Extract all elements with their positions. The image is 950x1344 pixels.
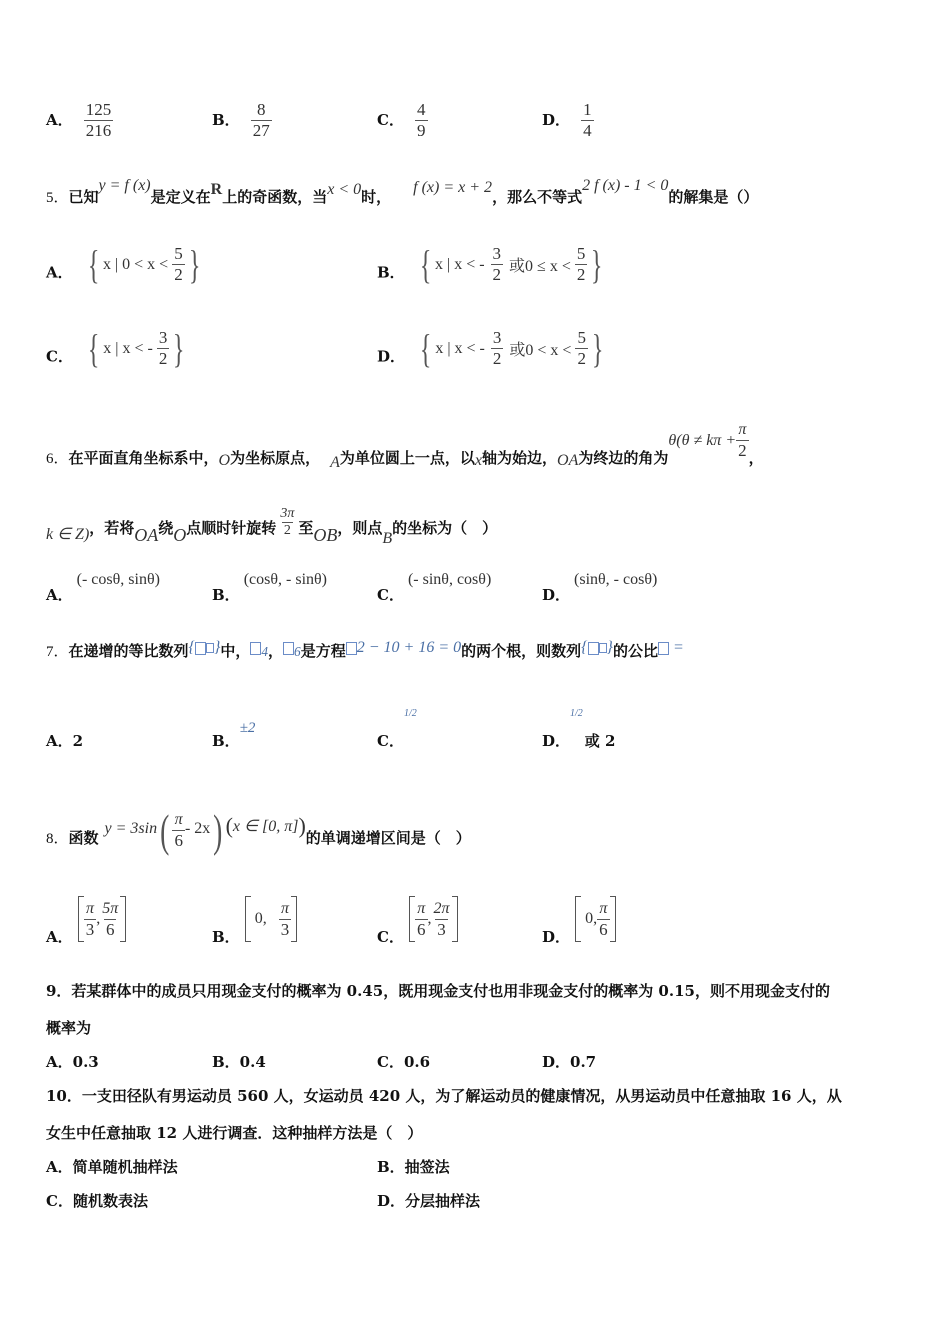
fraction: $\frac{1}{4}$: [583, 100, 592, 140]
q10-option-c[interactable]: C．随机数表法: [46, 1192, 148, 1210]
interval: $\frac{\pi}{6}$ , $\frac{2\pi}{3}$: [409, 896, 458, 942]
option-label: A．: [46, 111, 73, 129]
interval: 0, $\frac{\pi}{3}$: [245, 896, 298, 942]
option-label: D．: [377, 347, 406, 366]
q5-option-d[interactable]: [377, 325, 607, 371]
q6-option-a[interactable]: [46, 568, 160, 604]
option-expression: (- sinθ, cosθ): [407, 571, 492, 588]
option-label: A．: [46, 586, 73, 604]
q6-option-d[interactable]: [542, 568, 658, 604]
q5-stem: 5．已知y = f (x)是定义在R上的奇函数，当x < 0时，f (x) = x + 2，那么不等式2 f (x) - 1 < 0的解集是（）: [46, 177, 759, 206]
option-text: ±2: [239, 720, 256, 736]
q7-option-d[interactable]: [542, 700, 616, 750]
q10-stem-line1: 10．一支田径队有男运动员 560 人，女运动员 420 人，为了解运动员的健康情况，从男运动员中任意抽取 16 人，从: [46, 1087, 842, 1105]
q6-stem-line1: 6．在平面直角坐标系中，O为坐标原点， A为单位圆上一点，以x轴为始边，OA为终边的角为θ(θ ≠ kπ + $\frac{\pi}{2}$ ，: [46, 421, 764, 471]
q8-option-b[interactable]: [212, 896, 297, 947]
option-label: B．: [377, 263, 405, 282]
q5-option-a[interactable]: [46, 241, 204, 287]
q9-option-d[interactable]: D．0.7: [542, 1053, 597, 1071]
option-label: A．: [46, 732, 73, 750]
q8-option-d[interactable]: [542, 896, 616, 947]
q9-option-b[interactable]: B．0.4: [212, 1053, 266, 1071]
option-label: B．: [212, 586, 240, 604]
q10-option-d[interactable]: D．分层抽样法: [377, 1192, 481, 1210]
option-label: C．: [377, 928, 404, 946]
option-text: 或 2: [584, 732, 616, 750]
option-text: 2: [72, 732, 84, 750]
q7-option-c[interactable]: [377, 700, 417, 750]
q4-option-b[interactable]: [212, 100, 272, 141]
option-label: D．: [542, 586, 571, 604]
q9-stem-line2: 概率为: [46, 1019, 92, 1037]
q6-stem-line2: k ∈ Z)，若将OA绕O点顺时针旋转 $\frac{3\pi}{2}$ 至OB，则点B的坐标为（ ）: [46, 506, 498, 547]
q8-option-a[interactable]: [46, 896, 126, 947]
set-expression: { x | x < - $\frac{3}{2}$ }: [87, 325, 185, 371]
q10-option-b[interactable]: B．抽签法: [377, 1158, 450, 1176]
option-label: C．: [377, 111, 404, 129]
option-expression: (- cosθ, sinθ): [76, 571, 160, 588]
q8-option-c[interactable]: [377, 896, 458, 947]
fraction: $\frac{4}{9}$: [417, 100, 426, 140]
fraction: $\frac{125}{216}$: [85, 100, 112, 140]
option-label: C．: [377, 586, 404, 604]
interval: 0, $\frac{\pi}{6}$: [575, 896, 616, 942]
q5-option-c[interactable]: [46, 325, 189, 371]
set-expression: { x | x < - $\frac{3}{2}$ 或0 ≤ x < $\frac{5}{2}$ }: [419, 241, 603, 287]
option-label: C．: [377, 732, 404, 750]
set-expression: { x | 0 < x < $\frac{5}{2}$ }: [87, 241, 201, 287]
q8-stem: 8．函数y = 3sin( $\frac{\pi}{6}$ - 2x) (x ∈ [0, π])的单调递增区间是（ ）: [46, 804, 471, 856]
q5-option-b[interactable]: [377, 241, 607, 287]
option-label: D．: [542, 732, 571, 750]
q9-option-c[interactable]: C．0.6: [377, 1053, 431, 1071]
option-label: A．: [46, 928, 73, 946]
option-expression: (cosθ, - sinθ): [243, 571, 327, 588]
q6-option-b[interactable]: [212, 568, 327, 604]
q4-option-d[interactable]: [542, 100, 594, 141]
option-expression: (sinθ, - cosθ): [574, 571, 658, 588]
option-label: D．: [542, 111, 571, 129]
q6-option-c[interactable]: [377, 568, 492, 604]
option-text: 1/2: [403, 708, 417, 719]
q4-option-a[interactable]: [46, 100, 113, 141]
q7-option-a[interactable]: [46, 730, 83, 751]
option-label: B．: [212, 111, 240, 129]
fraction: $\frac{8}{27}$: [252, 100, 270, 140]
q7-option-b[interactable]: [212, 716, 256, 750]
q7-stem: 7．在递增的等比数列{ }中， $_4$， $_6$是方程 2 − 10 + 16 = 0的两个根，则数列{ }的公比 =: [46, 639, 684, 660]
set-expression: { x | x < - $\frac{3}{2}$ 或0 < x < $\frac{5}{2}$ }: [419, 325, 604, 371]
option-label: B．: [212, 732, 240, 750]
option-label: A．: [46, 263, 73, 282]
q10-option-a[interactable]: A．简单随机抽样法: [46, 1158, 178, 1176]
q10-stem-line2: 女生中任意抽取 12 人进行调查．这种抽样方法是（ ）: [46, 1124, 423, 1142]
q9-stem-line1: 9．若某群体中的成员只用现金支付的概率为 0.45，既用现金支付也用非现金支付的概率为 0.15，则不用现金支付的: [46, 982, 830, 1000]
option-label: C．: [46, 347, 73, 366]
option-label: D．: [542, 928, 571, 946]
q4-option-c[interactable]: [377, 100, 428, 141]
interval: $\frac{\pi}{3}$ , $\frac{5\pi}{6}$: [78, 896, 127, 942]
q9-option-a[interactable]: A．0.3: [46, 1053, 99, 1071]
option-label: B．: [212, 928, 240, 946]
option-fraction: 1/2: [570, 708, 583, 719]
